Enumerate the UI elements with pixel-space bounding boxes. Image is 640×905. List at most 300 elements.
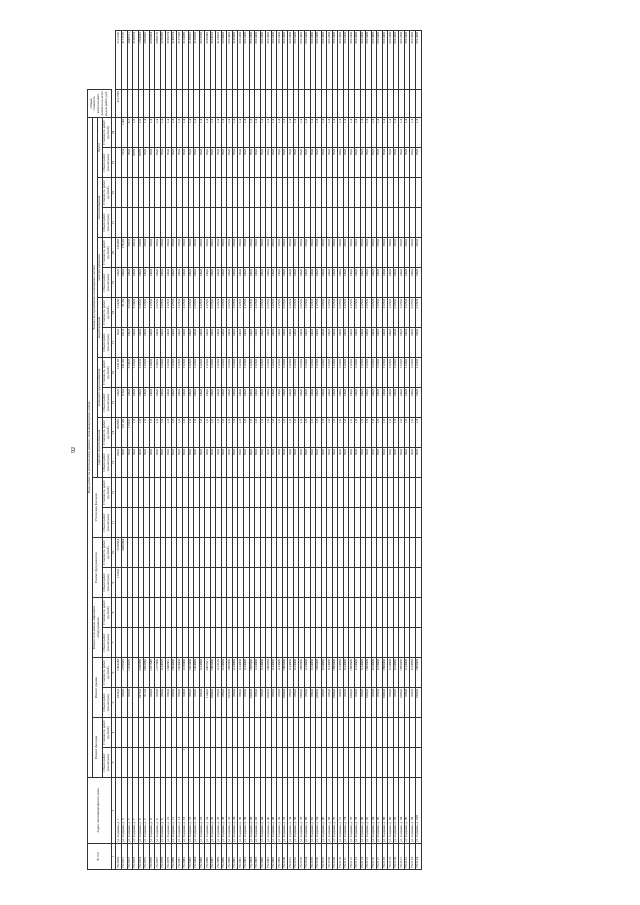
- column-number: 17: [111, 328, 116, 358]
- row-number: 70.2075: [144, 844, 150, 870]
- cell-value: 140,0: [232, 388, 238, 418]
- row-number: 70.2089: [221, 844, 227, 870]
- cell-value: 1040801: [166, 658, 172, 688]
- cell-value: 260,0: [293, 238, 299, 268]
- cell-value: 2129,0: [404, 298, 410, 328]
- cell-value: 1,0: [404, 418, 410, 448]
- cell-value: 1124000: [410, 658, 416, 688]
- cell-value: 1025000: [188, 658, 194, 688]
- cell-value: 1,0: [216, 418, 222, 448]
- cell-value: 140,0: [377, 268, 383, 298]
- cell-value: 1,4: [255, 117, 261, 147]
- cell-value: 260,0: [349, 238, 355, 268]
- cell-value: 140,0: [221, 268, 227, 298]
- header-volume: Объем работ (кв.метров): [102, 748, 111, 778]
- cell-value: 1,0: [255, 418, 261, 448]
- cell-value: 90,0: [404, 148, 410, 178]
- cell-value: 80,0: [144, 448, 150, 478]
- cell-value: 260,0: [321, 238, 327, 268]
- cell-value: 1,0: [338, 418, 344, 448]
- row-number: 70.2124: [415, 844, 421, 870]
- cell-value: 915,0: [144, 688, 150, 718]
- cell-value: 1120,0: [299, 358, 305, 388]
- cell-value: 1124000: [338, 658, 344, 688]
- cell-value: 1224079: [127, 658, 133, 688]
- row-number: 70.2086: [205, 844, 211, 870]
- row-address: ул. Садовая, д. 72: [338, 778, 344, 844]
- row-number: 70.2085: [199, 844, 205, 870]
- cell-value: 3146,0: [127, 358, 133, 388]
- cell-value: 1,0: [149, 418, 155, 448]
- cell-value: 2129,0: [371, 298, 377, 328]
- cell-value: 3164000: [221, 31, 227, 90]
- cell-value: 1124000: [260, 658, 266, 688]
- row-address: ул. Садовая, д. 32: [227, 778, 233, 844]
- cell-value: 230,0: [138, 238, 144, 268]
- cell-value: [415, 178, 421, 208]
- cell-value: 3101400: [238, 31, 244, 90]
- cell-value: 214,00: [116, 298, 122, 328]
- cell-value: 1124000: [244, 658, 250, 688]
- cell-value: 1120,0: [227, 358, 233, 388]
- cell-value: 140,0: [266, 328, 272, 358]
- cell-value: 260,0: [155, 238, 161, 268]
- cell-value: 80,0: [177, 448, 183, 478]
- row-number: 70.2074: [138, 844, 144, 870]
- cell-value: 1,0: [210, 418, 216, 448]
- cell-value: 260,0: [271, 238, 277, 268]
- cell-value: 690,0: [149, 688, 155, 718]
- cell-value: 260,0: [404, 238, 410, 268]
- row-number: 70.2088: [216, 844, 222, 870]
- cell-value: 2129,0: [410, 298, 416, 328]
- cell-value: 90,0: [271, 148, 277, 178]
- header-cost: Стоимость работ (рублей): [102, 117, 111, 147]
- cell-value: 1,0: [227, 418, 233, 448]
- cell-value: 2166,0: [138, 298, 144, 328]
- header-system: Всего: [97, 117, 102, 177]
- cell-value: 3101400: [227, 31, 233, 90]
- cell-value: 140,0: [249, 388, 255, 418]
- cell-value: 3198274: [166, 31, 172, 90]
- cell-value: 140,0: [199, 268, 205, 298]
- cell-value: 3101400: [249, 31, 255, 90]
- cell-value: 1,4: [260, 117, 266, 147]
- cell-value: 1,0: [244, 418, 250, 448]
- cell-value: 90,0: [393, 148, 399, 178]
- cell-value: 140,0: [282, 268, 288, 298]
- cell-value: 80,0: [121, 448, 127, 478]
- cell-value: 3298090: [144, 31, 150, 90]
- cell-value: 690,0: [155, 688, 161, 718]
- cell-value: 140,0: [293, 268, 299, 298]
- cell-value: 1,4: [327, 117, 333, 147]
- cell-value: 1,0: [205, 418, 211, 448]
- row-address: ул. Садовая, д. 94: [399, 778, 405, 844]
- header-address: Адрес многоквартирного дома: [88, 778, 112, 844]
- cell-value: 1,4: [216, 117, 222, 147]
- table-row: [415, 31, 421, 870]
- cell-value: 2134,0: [133, 298, 139, 328]
- cell-value: 140,0: [393, 328, 399, 358]
- cell-value: 260,0: [260, 238, 266, 268]
- cell-value: 260,0: [316, 238, 322, 268]
- row-number: 70.2102: [293, 844, 299, 870]
- cell-value: 140,0: [382, 388, 388, 418]
- cell-value: 140,0: [266, 388, 272, 418]
- cell-value: 140,0: [194, 268, 200, 298]
- cell-value: [415, 478, 421, 508]
- cell-value: 3101400: [332, 31, 338, 90]
- cell-value: 1898000: [349, 658, 355, 688]
- cell-value: 140,0: [305, 388, 311, 418]
- row-number: 70.2093: [244, 844, 250, 870]
- repair-table: [87, 30, 422, 870]
- cell-value: 2126,0: [144, 298, 150, 328]
- cell-value: 140,0: [144, 388, 150, 418]
- cell-value: 1,0: [177, 418, 183, 448]
- cell-value: 1,4: [177, 117, 183, 147]
- row-number: 70.2097: [266, 844, 272, 870]
- cell-value: 140,0: [366, 268, 372, 298]
- cell-value: 140,0: [216, 268, 222, 298]
- header-cost: Стоимость работ (рублей): [102, 418, 111, 448]
- cell-value: 260,0: [255, 238, 261, 268]
- cell-value: 1,0: [299, 418, 305, 448]
- cell-value: 1,4: [221, 117, 227, 147]
- cell-value: 2129,0: [216, 298, 222, 328]
- cell-value: 1,0: [366, 418, 372, 448]
- cell-value: 140,0: [321, 268, 327, 298]
- cell-value: 2236880: [138, 658, 144, 688]
- cell-value: 1,0: [415, 418, 421, 448]
- cell-value: 140,0: [227, 388, 233, 418]
- cell-value: 140,0: [232, 268, 238, 298]
- cell-value: 2129,0: [194, 298, 200, 328]
- cell-value: 140,0: [310, 268, 316, 298]
- cell-value: 1120,0: [183, 358, 189, 388]
- cell-value: 1124000: [221, 658, 227, 688]
- cell-value: 260,0: [310, 238, 316, 268]
- cell-value: 140,0: [343, 268, 349, 298]
- cell-value: 3101400: [293, 31, 299, 90]
- cell-value: 3101400: [343, 31, 349, 90]
- cell-value: 80,0: [377, 448, 383, 478]
- cell-value: 260,0: [305, 238, 311, 268]
- cell-value: 2129,0: [260, 298, 266, 328]
- cell-value: 2129,0: [155, 298, 161, 328]
- cell-value: 1898000: [366, 658, 372, 688]
- header-cost: Стоимость работ (рублей): [102, 358, 111, 388]
- row-address: ул. Садовая, д. 62: [310, 778, 316, 844]
- cell-value: 90,0: [327, 148, 333, 178]
- cell-value: 1,4: [244, 117, 250, 147]
- cell-value: 3101400: [399, 31, 405, 90]
- cell-value: 3101400: [244, 31, 250, 90]
- row-number: 70.2104: [305, 844, 311, 870]
- cell-value: 146,0: [127, 268, 133, 298]
- row-number: 70.2112: [349, 844, 355, 870]
- cell-value: 3148254: [171, 31, 177, 90]
- cell-value: 3111536: [116, 89, 122, 117]
- header-volume: Объем работ (кв.метров): [102, 568, 111, 598]
- cell-value: 8870: [133, 148, 139, 178]
- row-number: 70.2100: [282, 844, 288, 870]
- cell-value: 140,0: [332, 328, 338, 358]
- row-address: ул. Садовая, д. 44: [260, 778, 266, 844]
- cell-value: 260,0: [266, 238, 272, 268]
- cell-value: 260,0: [332, 238, 338, 268]
- cell-value: 140,0: [343, 328, 349, 358]
- cell-value: 140,0: [177, 328, 183, 358]
- cell-value: 80,0: [138, 448, 144, 478]
- cell-value: 2129,0: [327, 298, 333, 328]
- row-address: ул. Садовая, д. 78: [354, 778, 360, 844]
- cell-value: 690,0: [166, 688, 172, 718]
- row-address: ул. Садовая, д. 10: [166, 778, 172, 844]
- cell-value: 90,0: [194, 148, 200, 178]
- row-address: ул. Садовая, д. 7: [133, 778, 139, 844]
- cell-value: 3288170: [155, 31, 161, 90]
- cell-value: 8070: [138, 148, 144, 178]
- cell-value: 146,0: [127, 388, 133, 418]
- cell-value: 140,0: [255, 328, 261, 358]
- cell-value: 80,0: [338, 448, 344, 478]
- cell-value: 1898000: [382, 658, 388, 688]
- cell-value: 136468: [116, 238, 122, 268]
- cell-value: 140,0: [188, 268, 194, 298]
- cell-value: 140,0: [316, 388, 322, 418]
- cell-value: 140,0: [354, 268, 360, 298]
- cell-value: 2129,0: [343, 298, 349, 328]
- cell-value: 1,4: [160, 117, 166, 147]
- cell-value: 1,4: [399, 117, 405, 147]
- cell-value: 140,0: [160, 388, 166, 418]
- cell-value: 90,0: [227, 148, 233, 178]
- cell-value: 140,0: [244, 388, 250, 418]
- row-number: 70.2111: [343, 844, 349, 870]
- cell-value: 80,0: [199, 448, 205, 478]
- cell-value: 90,0: [299, 148, 305, 178]
- cell-value: 90,0: [354, 148, 360, 178]
- cell-value: 1124000: [277, 658, 283, 688]
- cell-value: 202,0: [127, 238, 133, 268]
- header-cost: Стоимость работ (рублей): [102, 658, 111, 688]
- cell-value: 180,0: [116, 448, 122, 478]
- cell-value: 140,0: [305, 328, 311, 358]
- cell-value: 3101400: [305, 31, 311, 90]
- cell-value: 80,0: [327, 448, 333, 478]
- cell-value: 80,0: [221, 448, 227, 478]
- cell-value: 140,0: [188, 388, 194, 418]
- cell-value: 80,0: [321, 448, 327, 478]
- cell-value: 2129,0: [149, 298, 155, 328]
- row-number: 70.2071: [121, 844, 127, 870]
- cell-value: 260,0: [327, 238, 333, 268]
- cell-value: 80,0: [366, 448, 372, 478]
- column-number: 8: [111, 598, 116, 628]
- cell-value: 80,0: [188, 448, 194, 478]
- row-number: 70.2114: [360, 844, 366, 870]
- cell-value: 90,0: [183, 148, 189, 178]
- cell-value: 140,0: [393, 268, 399, 298]
- cell-value: 1,40: [121, 117, 127, 147]
- row-address: ул. Садовая, д. 56: [293, 778, 299, 844]
- cell-value: 140,0: [360, 268, 366, 298]
- cell-value: 140,0: [199, 388, 205, 418]
- cell-value: 1124000: [305, 658, 311, 688]
- cell-value: 1277000: [155, 658, 161, 688]
- cell-value: 1024000: [177, 658, 183, 688]
- cell-value: 90,0: [332, 148, 338, 178]
- row-address: ул. Садовая, д. 82: [366, 778, 372, 844]
- header-system: электроснабжения: [97, 238, 102, 298]
- cell-value: 80,0: [232, 448, 238, 478]
- cell-value: 1,4: [316, 117, 322, 147]
- row-number: 70.2113: [354, 844, 360, 870]
- cell-value: 1000,0: [366, 688, 372, 718]
- cell-value: 140,0: [327, 388, 333, 418]
- column-number: 23: [111, 148, 116, 178]
- cell-value: 146,0: [127, 328, 133, 358]
- cell-value: 140,0: [149, 388, 155, 418]
- column-number: 1: [111, 844, 116, 870]
- cell-value: 140,0: [271, 328, 277, 358]
- cell-value: 2129,0: [244, 298, 250, 328]
- cell-value: 260,0: [249, 238, 255, 268]
- cell-value: 140,0: [260, 388, 266, 418]
- cell-value: 3171135: [121, 31, 127, 90]
- cell-value: 1,0: [249, 418, 255, 448]
- row-address: ул. Садовая, д. 36: [238, 778, 244, 844]
- row-number: 70.2118: [382, 844, 388, 870]
- row-address: ул. Садовая, д. 88: [382, 778, 388, 844]
- row-number: 70.2083: [188, 844, 194, 870]
- cell-value: 3101400: [388, 31, 394, 90]
- row-number: 70.2073: [133, 844, 139, 870]
- cell-value: 3101400: [354, 31, 360, 90]
- row-number: 70.2091: [232, 844, 238, 870]
- column-number: 4: [111, 718, 116, 748]
- header-volume: Объем работ (кв.метров): [102, 388, 111, 418]
- cell-value: 90,0: [171, 148, 177, 178]
- cell-value: 140,0: [299, 388, 305, 418]
- cell-value: 1,4: [299, 117, 305, 147]
- cell-value: 221,00: [121, 418, 127, 448]
- cell-value: 2129,0: [377, 298, 383, 328]
- row-address: ул. Садовая, д. 14: [177, 778, 183, 844]
- cell-value: 260,0: [288, 238, 294, 268]
- cell-value: 140,0: [116, 268, 122, 298]
- cell-value: 2129,0: [160, 298, 166, 328]
- cell-value: 140,0: [210, 388, 216, 418]
- cell-value: 1,0: [171, 418, 177, 448]
- cell-value: 690,0: [343, 688, 349, 718]
- row-number: 70.2095: [255, 844, 261, 870]
- cell-value: 260,0: [188, 238, 194, 268]
- cell-value: 1120,0: [404, 358, 410, 388]
- cell-value: 690,0: [255, 688, 261, 718]
- cell-value: 80,0: [282, 448, 288, 478]
- row-number: 70.2076: [149, 844, 155, 870]
- cell-value: 140,0: [260, 268, 266, 298]
- header-system: водоотведения: [97, 298, 102, 358]
- cell-value: 80,0: [249, 448, 255, 478]
- cell-value: 1156,0: [116, 568, 122, 598]
- cell-value: 140,0: [393, 388, 399, 418]
- cell-value: 260,0: [343, 238, 349, 268]
- header-cost: Стоимость работ (рублей): [102, 538, 111, 568]
- cell-value: 140,0: [299, 328, 305, 358]
- cell-value: 3194018: [210, 31, 216, 90]
- cell-value: 1,4: [404, 117, 410, 147]
- cell-value: 690,0: [377, 688, 383, 718]
- cell-value: 2129,0: [221, 298, 227, 328]
- cell-value: 1120,0: [343, 358, 349, 388]
- cell-value: 1,4: [183, 117, 189, 147]
- cell-value: 1898000: [249, 658, 255, 688]
- cell-value: 90,0: [205, 148, 211, 178]
- header-cost: Стоимость работ (рублей): [102, 478, 111, 508]
- cell-value: 1120,0: [327, 358, 333, 388]
- cell-value: 1120,0: [188, 358, 194, 388]
- header-volume: Объем работ (кв.метров): [102, 508, 111, 538]
- cell-value: 3101400: [393, 31, 399, 90]
- cell-value: 1000,0: [282, 688, 288, 718]
- cell-value: 140,0: [310, 328, 316, 358]
- cell-value: 1,0: [310, 418, 316, 448]
- cell-value: 3111536: [116, 31, 122, 90]
- cell-value: 140,0: [288, 328, 294, 358]
- cell-value: 22,0: [121, 148, 127, 178]
- cell-value: 690,0: [238, 688, 244, 718]
- cell-value: 690,0: [305, 688, 311, 718]
- cell-value: 1,4: [266, 117, 272, 147]
- cell-value: 1,4: [393, 117, 399, 147]
- cell-value: 1120,0: [171, 358, 177, 388]
- cell-value: 1,4: [205, 117, 211, 147]
- row-address: ул. Садовая, д. 16: [183, 778, 189, 844]
- cell-value: 140,0: [293, 328, 299, 358]
- cell-value: 80,0: [316, 448, 322, 478]
- cell-value: 140,0: [415, 328, 421, 358]
- cell-value: 1124000: [271, 658, 277, 688]
- cell-value: 1000,0: [210, 688, 216, 718]
- row-address: ул. Садовая, д. 26: [210, 778, 216, 844]
- cell-value: 1120,0: [232, 358, 238, 388]
- cell-value: 90,0: [221, 148, 227, 178]
- column-number: 7: [111, 628, 116, 658]
- cell-value: 1120,0: [260, 358, 266, 388]
- row-address: ул. Садовая, д. 74: [343, 778, 349, 844]
- cell-value: 1124000: [377, 658, 383, 688]
- cell-value: 90,0: [293, 148, 299, 178]
- row-address: ул. Садовая, д. 92: [393, 778, 399, 844]
- cell-value: 260,0: [232, 238, 238, 268]
- cell-value: 90,0: [277, 148, 283, 178]
- cell-value: 90,0: [377, 148, 383, 178]
- cell-value: 140,0: [205, 388, 211, 418]
- cell-value: 260,0: [183, 238, 189, 268]
- cell-value: 1120,0: [244, 358, 250, 388]
- cell-value: 1,4: [410, 117, 416, 147]
- cell-value: 140,0: [277, 388, 283, 418]
- cell-value: 86,0: [116, 328, 122, 358]
- cell-value: 260,0: [388, 238, 394, 268]
- cell-value: 1,0: [321, 418, 327, 448]
- row-number: 70.2096: [260, 844, 266, 870]
- cell-value: 80,0: [277, 448, 283, 478]
